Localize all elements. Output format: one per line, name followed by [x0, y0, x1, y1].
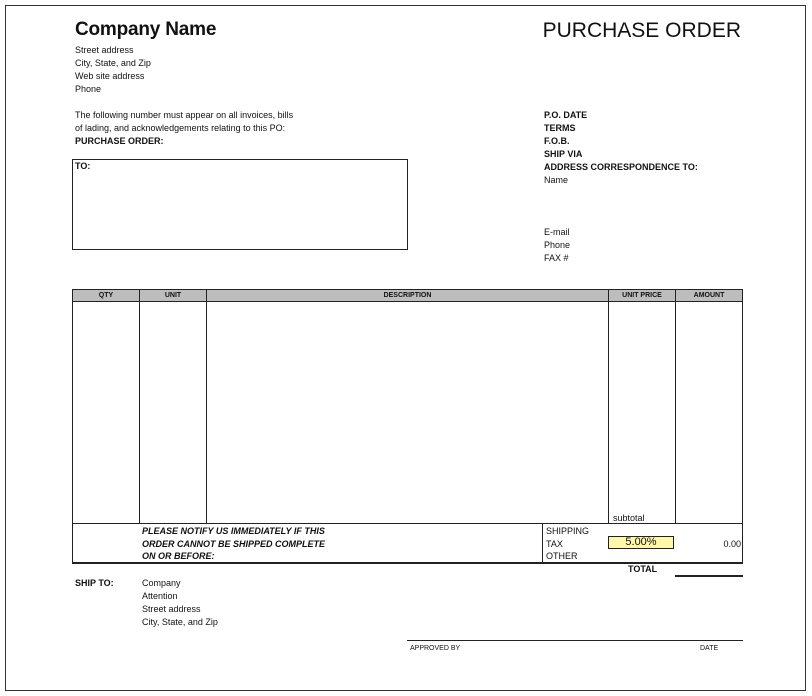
notify-line: PLEASE NOTIFY US IMMEDIATELY IF THIS: [142, 526, 325, 536]
ship-to-street: Street address: [142, 604, 201, 614]
header-description: DESCRIPTION: [206, 289, 609, 302]
contact-name: Name: [544, 175, 569, 185]
notify-message: [142, 525, 325, 563]
terms-label: TERMS: [544, 123, 576, 133]
header-qty: QTY: [72, 289, 140, 302]
ship-to-address: [142, 577, 218, 629]
unit-column[interactable]: [139, 302, 207, 524]
website-address: Web site address: [75, 71, 145, 81]
po-notice-line: The following number must appear on all invoices, bills: [75, 110, 294, 120]
ship-to-company: Company: [142, 578, 181, 588]
document-title: PURCHASE ORDER: [542, 19, 741, 42]
tax-rate-field[interactable]: 5.00%: [608, 536, 674, 549]
ship-to-city: City, State, and Zip: [142, 617, 218, 627]
po-notice: [75, 109, 293, 148]
amount-column[interactable]: [675, 302, 743, 524]
divider: [542, 523, 543, 563]
other-label: OTHER: [546, 551, 578, 561]
contact-phone: Phone: [544, 240, 571, 250]
unit-price-column[interactable]: [608, 302, 676, 524]
purchase-order-label: PURCHASE ORDER:: [75, 136, 164, 146]
contact-fax: FAX #: [544, 253, 569, 263]
signature-line: [407, 640, 743, 641]
po-date-label: P.O. DATE: [544, 110, 588, 120]
ship-to-attention: Attention: [142, 591, 178, 601]
approved-by-label: APPROVED BY: [410, 645, 461, 652]
po-notice-line: of lading, and acknowledgements relating to this PO:: [75, 123, 286, 133]
notify-line: ORDER CANNOT BE SHIPPED COMPLETE: [142, 538, 326, 549]
subtotal-label: subtotal: [613, 513, 645, 523]
contact-email: E-mail: [544, 227, 570, 237]
city-state-zip: City, State, and Zip: [75, 58, 151, 68]
header-unit: UNIT: [139, 289, 207, 302]
tax-label: TAX: [546, 538, 563, 549]
divider: [742, 523, 743, 563]
qty-column[interactable]: [72, 302, 140, 524]
divider: [72, 523, 73, 563]
header-amount: AMOUNT: [675, 289, 743, 302]
shipping-label: SHIPPING: [546, 526, 590, 536]
order-fields: [544, 109, 698, 187]
date-label: DATE: [700, 645, 719, 652]
ship-to-label: SHIP TO:: [75, 578, 114, 588]
description-column[interactable]: [206, 302, 609, 524]
divider: [72, 523, 743, 524]
total-label: TOTAL: [628, 564, 658, 574]
ship-via-label: SHIP VIA: [544, 149, 583, 159]
fob-label: F.O.B.: [544, 136, 570, 146]
tax-amount: 0.00: [723, 539, 741, 549]
contact-details: [544, 226, 570, 265]
to-box[interactable]: [72, 159, 408, 250]
company-name: Company Name: [75, 19, 217, 40]
notify-line: ON OR BEFORE:: [142, 551, 215, 561]
header-unit-price: UNIT PRICE: [608, 289, 676, 302]
address-correspondence-label: ADDRESS CORRESPONDENCE TO:: [544, 162, 698, 172]
total-underline: [675, 575, 743, 577]
company-phone: Phone: [75, 84, 102, 94]
company-address: [75, 44, 151, 96]
to-label: TO:: [75, 161, 91, 171]
street-address: Street address: [75, 45, 134, 55]
charges-labels: [546, 525, 589, 563]
